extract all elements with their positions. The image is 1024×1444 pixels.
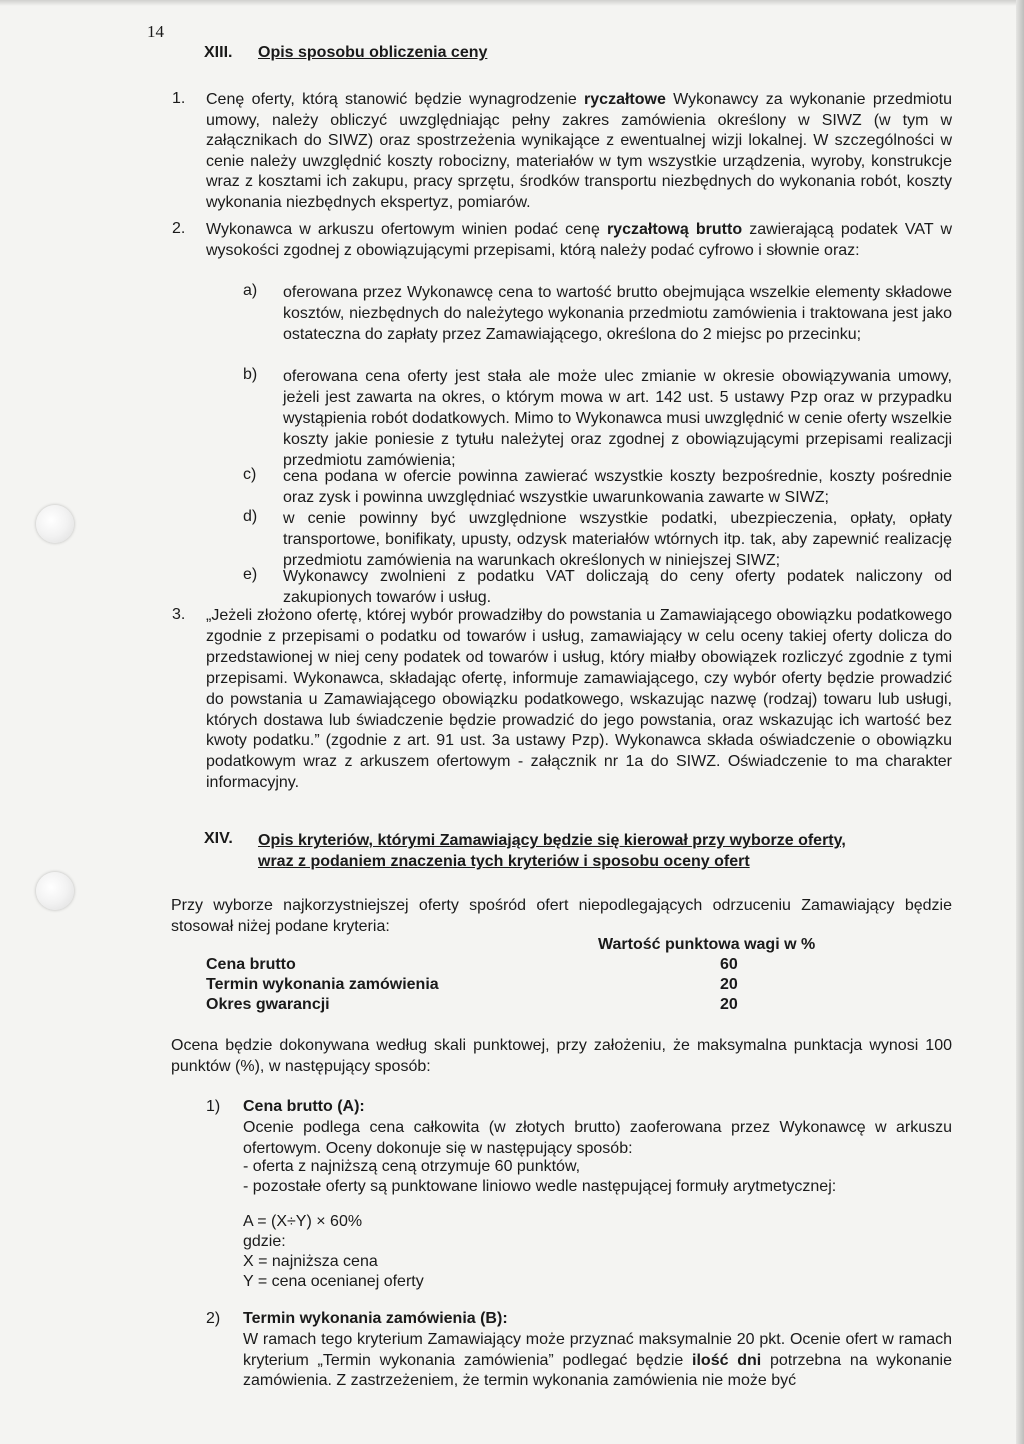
page-number: 14 [147, 22, 164, 41]
item-1-number: 1. [172, 90, 186, 107]
section-14-title: Opis kryteriów, którymi Zamawiający będzie się kierował przy wyborze oferty, wraz z podaniem znaczenia tych kryteriów i sposobu oceny ofert [258, 832, 846, 870]
sub-d-label: d) [243, 508, 258, 525]
sub-a-text: oferowana przez Wykonawcę cena to wartość brutto obejmująca wszelkie elementy składowe kosztów, niezbędnych do należytego wykonania przedmiotu zamówienia i traktowana jest jako ostateczna do zapłaty przez Zamawiającego, określona do 2 miejsc po przecinku; [283, 284, 952, 343]
item-3-paragraph: „Jeżeli złożono ofertę, której wybór prowadziłby do powstania u Zamawiającego obowiązku podatkowego zgodnie z przepisami o podatku od towarów i usług, zamawiający w celu oceny takiej oferty dolicza do przedstawionej w niej ceny podatek od towarów i usług, który miałby obowiązek rozliczyć zgodnie z tymi przepisami. Wykonawca, składając ofertę, informuje zamawiającego, czy wybór oferty będzie prowadzić do powstania u Zamawiającego obowiązku podatkowego, wskazując nazwę (rodzaj) towaru lub usługi, których dostawa lub świadczenie będzie prowadzić do jego powstania, oraz wskazując ich wartość bez kwoty podatku.” (zgodnie z art. 91 ust. 3a ustawy Pzp). Wykonawca składa oświadczenie o obowiązku podatkowym wraz z arkuszem ofertowym - załącznik nr 1a do SIWZ. Oświadczenie to ma charakter informacyjny. [206, 607, 952, 792]
scan-top-edge [0, 0, 1024, 6]
criterion-name: Termin wykonania zamówienia [206, 976, 439, 993]
item-1-paragraph: Cenę oferty, którą stanowić będzie wynagrodzenie ryczałtowe Wykonawcy za wykonanie przedmiotu umowy, należy obliczyć uwzględniając pełny zakres zamówienia określony w SIWZ (w tym w załącznikach do SIWZ) oraz spostrzeżenia wynikające z ewentualnej wizji lokalnej. W szczególności w cenie należy uwzględnić koszty robocizny, materiałów w tym wszystkie urządzenia, wyroby, konstrukcje wraz z kosztami ich zakupu, pracy sprzętu, środków transportu niezbędnych do wykonania robót, koszty wykonania niezbędnych ekspertyz, pomiarów. [206, 91, 952, 211]
section-13-title: Opis sposobu obliczenia ceny [258, 44, 488, 61]
item-2-number: 2. [172, 220, 186, 237]
punch-hole-icon [36, 872, 74, 910]
section-13-number: XIII. [204, 44, 233, 61]
crit-1-line-2: - pozostałe oferty są punktowane liniowo wedle następującej formuły arytmetycznej: [243, 1178, 837, 1195]
scan-right-edge [1016, 0, 1024, 1444]
sub-c-text: cena podana w ofercie powinna zawierać wszystkie koszty bezpośrednie, koszty pośrednie oraz zysk i powinna uwzględniać wszystkie uwarunkowania zawarte w SIWZ; [283, 468, 952, 506]
sub-d-text: w cenie powinny być uwzględnione wszystkie podatki, ubezpieczenia, opłaty, opłaty transportowe, bonifikaty, upusty, odzysk materiałów wtórnych itp. tak, aby zapewnić realizację przedmiotu zamówienia na warunkach określonych w niniejszej SIWZ; [283, 510, 952, 569]
item-2-paragraph: Wykonawca w arkuszu ofertowym winien podać cenę ryczałtową brutto zawierającą podatek VAT w wysokości zgodnej z obowiązującymi przepisami, którą należy podać cyfrowo i słownie oraz: [206, 221, 952, 259]
formula: A = (X÷Y) × 60% [243, 1213, 363, 1230]
crit-1-text: Ocenie podlega cena całkowita (w złotych brutto) zaoferowana przez Wykonawcę w arkuszu ofertowym. Oceny dokonuje się w następujący sposób: [243, 1119, 952, 1157]
criterion-name: Cena brutto [206, 956, 296, 973]
sub-e-text: Wykonawcy zwolnieni z podatku VAT doliczają do ceny oferty podatek naliczony od zakupionych towarów i usług. [283, 568, 952, 606]
crit-1-title: Cena brutto (A): [243, 1098, 365, 1115]
criterion-weight: 20 [720, 996, 738, 1013]
criterion-weight: 60 [720, 956, 738, 973]
section-14-number: XIV. [204, 830, 233, 847]
sub-e-label: e) [243, 566, 258, 583]
sub-b-text: oferowana cena oferty jest stała ale może ulec zmianie w okresie obowiązywania umowy, jeżeli jest zawarta na okres, o którym mowa w art. 142 ust. 5 ustawy Pzp oraz w przypadku wystąpienia robót dodatkowych. Mimo to Wykonawca musi uwzględnić w cenie oferty wszelkie koszty jakie poniesie z tytułu należytej oraz zgodnej z obowiązującymi przepisami realizacji przedmiotu zamówienia; [283, 368, 952, 469]
formula-gdzie: gdzie: [243, 1233, 286, 1250]
crit-2-text: W ramach tego kryterium Zamawiający może przyznać maksymalnie 20 pkt. Ocenie ofert w ramach kryterium „Termin wykonania zamówienia” podlegać będzie ilość dni potrzebna na wykonanie zamówienia. Z zastrzeżeniem, że termin wykonania zamówienia nie może być [243, 1331, 952, 1389]
item-3-number: 3. [172, 606, 186, 623]
punch-hole-icon [36, 505, 74, 543]
crit-1-line-1: - oferta z najniższą ceną otrzymuje 60 punktów, [243, 1158, 581, 1175]
formula-x-definition: X = najniższa cena [243, 1253, 378, 1270]
criterion-name: Okres gwarancji [206, 996, 330, 1013]
crit-2-title: Termin wykonania zamówienia (B): [243, 1310, 508, 1327]
formula-y-definition: Y = cena ocenianej oferty [243, 1273, 424, 1290]
weights-header: Wartość punktowa wagi w % [598, 936, 816, 953]
scale-text: Ocena będzie dokonywana według skali punktowej, przy założeniu, że maksymalna punktacja wynosi 100 punktów (%), w następujący sposób: [171, 1037, 952, 1075]
sub-b-label: b) [243, 366, 258, 383]
crit-1-number: 1) [206, 1098, 221, 1115]
crit-2-number: 2) [206, 1310, 221, 1327]
criterion-weight: 20 [720, 976, 738, 993]
sub-a-label: a) [243, 282, 258, 299]
sub-c-label: c) [243, 466, 257, 483]
criteria-intro: Przy wyborze najkorzystniejszej oferty spośród ofert niepodlegających odrzuceniu Zamawiający będzie stosował niżej podane kryteria: [171, 897, 952, 935]
